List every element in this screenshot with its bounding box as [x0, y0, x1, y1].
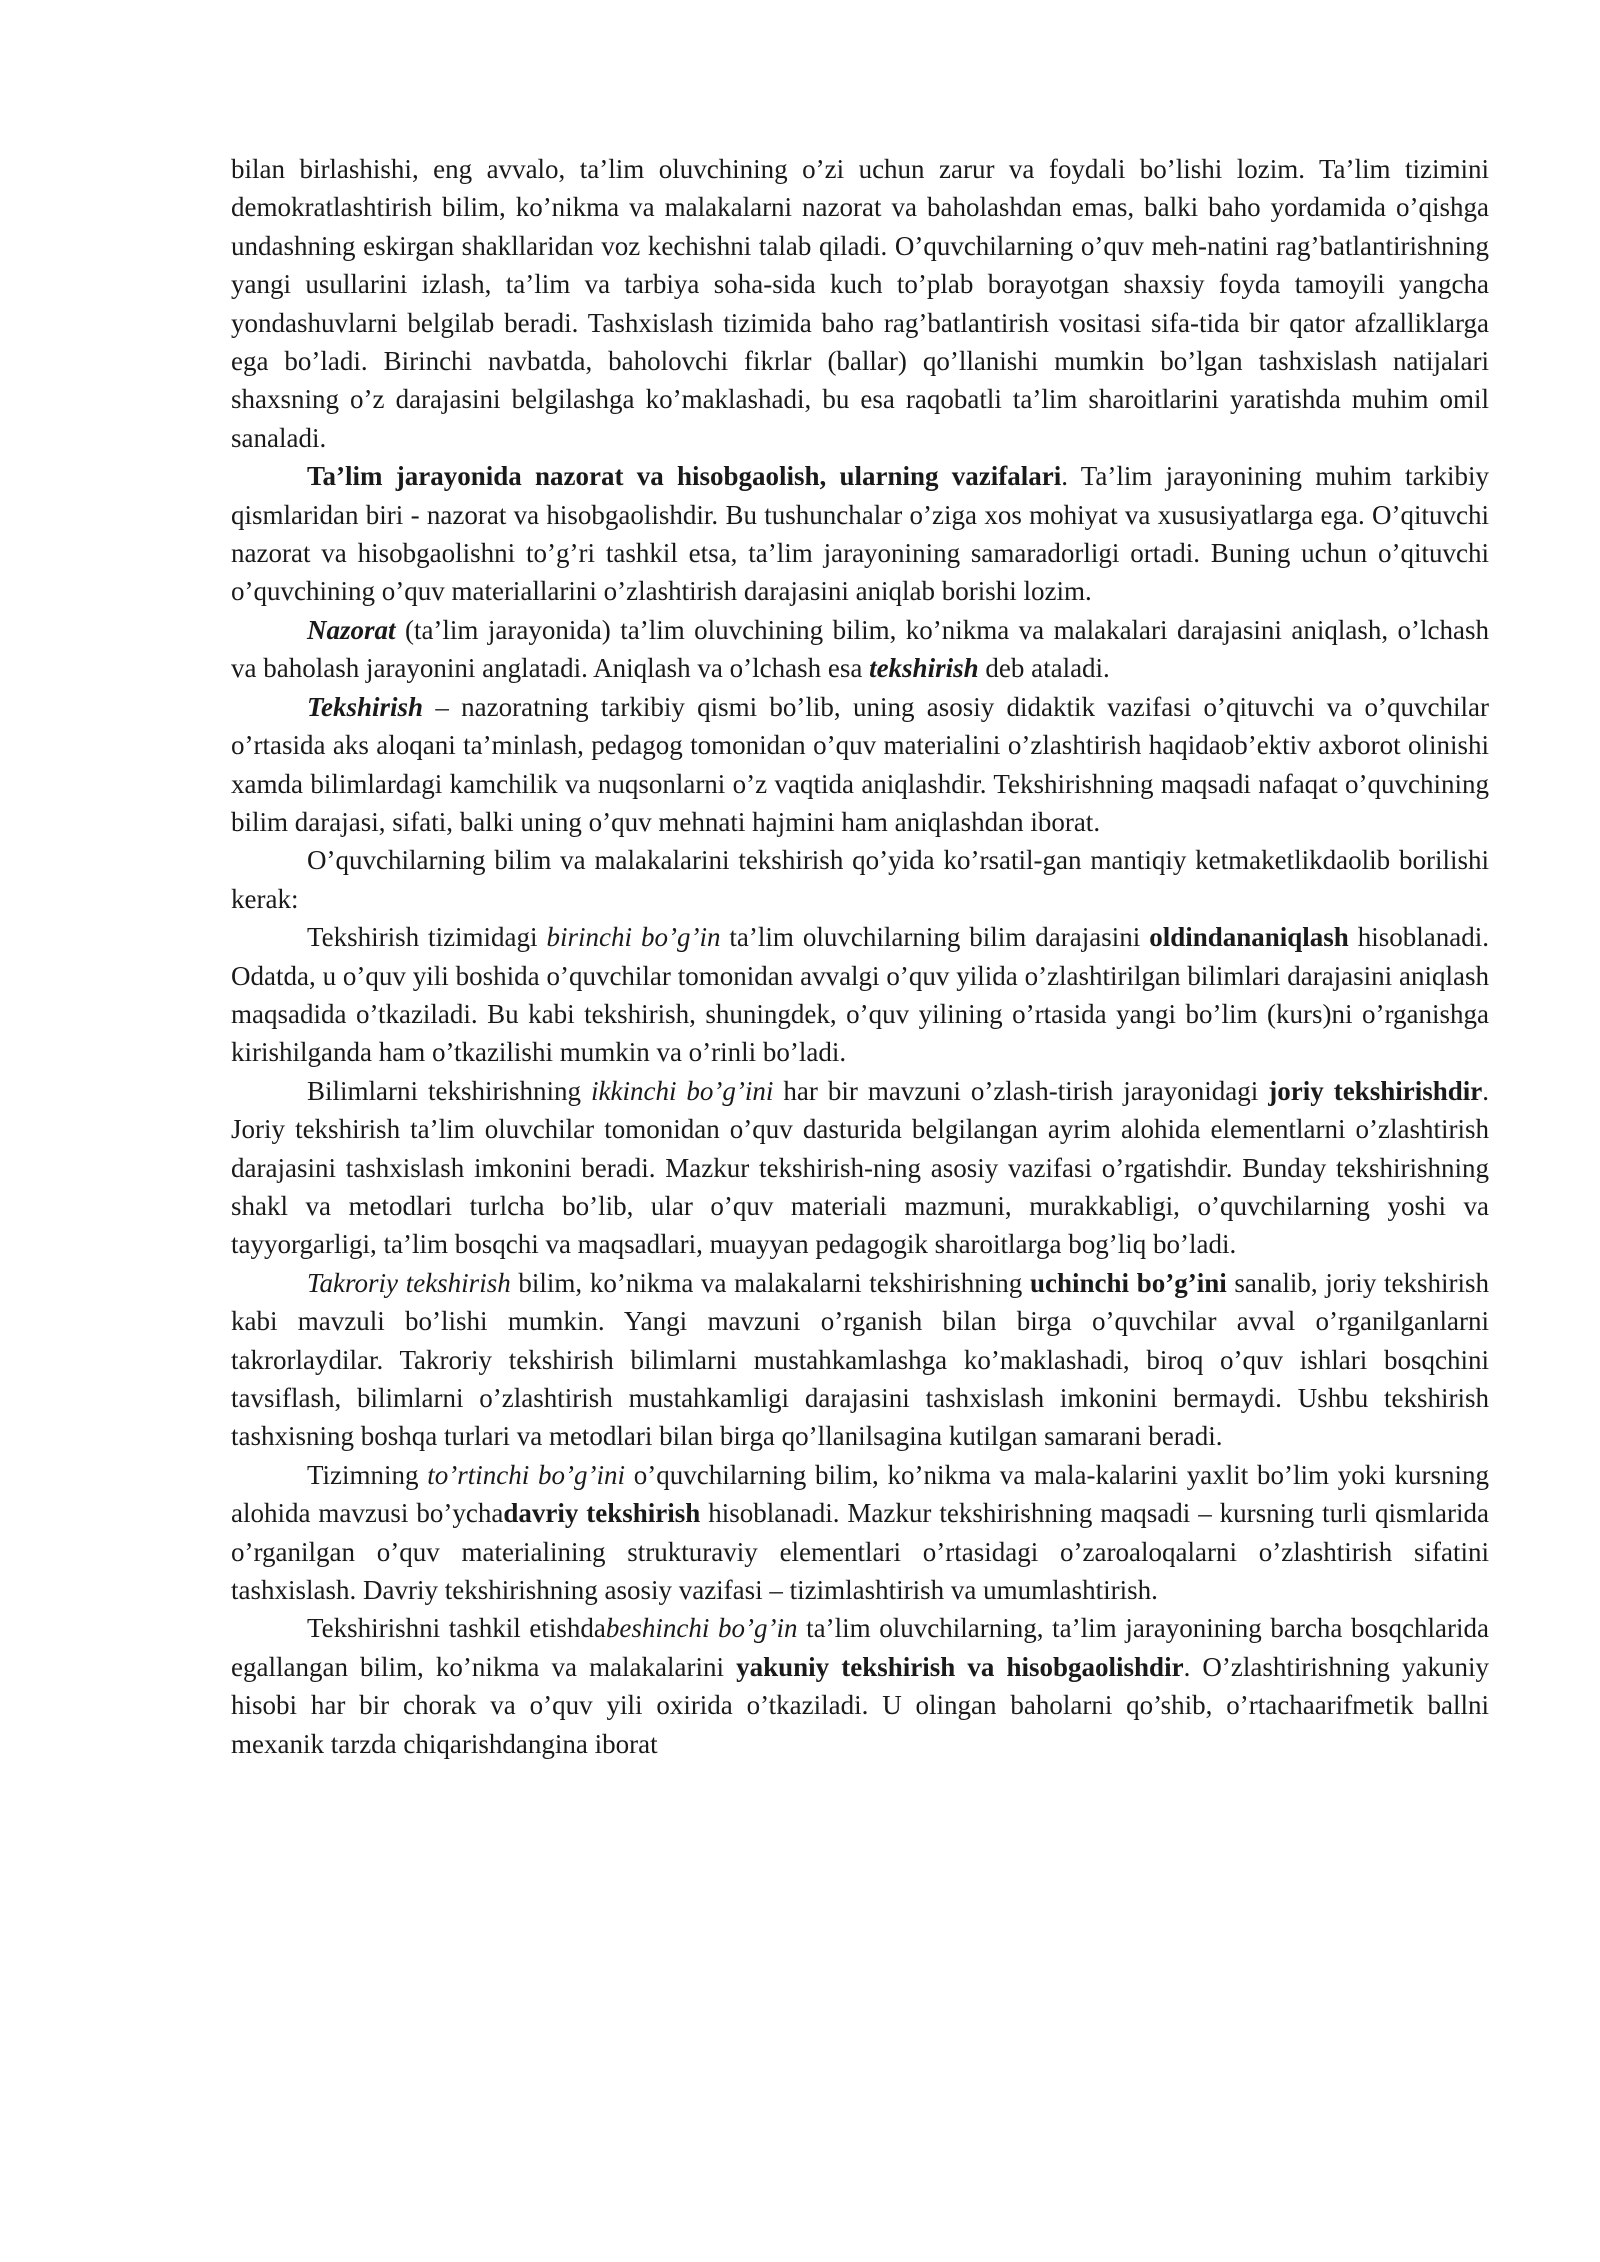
text-run: bilim, ko’nikma va malakalarni tekshirishning: [510, 1267, 1030, 1298]
text-run: Tekshirish tizimidagi: [307, 922, 547, 953]
text-run: O’quvchilarning bilim va malakalarini tekshirish qo’yida ko’rsatil-gan mantiqiy ketmaketlikdaolib borilishi kerak:: [231, 845, 1489, 914]
paragraph: [231, 1072, 1489, 1264]
emphasized-text: Takroriy tekshirish: [307, 1267, 511, 1298]
emphasized-text: Nazorat: [307, 614, 396, 645]
text-run: sanalib, joriy tekshirish kabi mavzuli bo’lishi mumkin. Yangi mavzuni o’rganish bilan birga o’quvchilar avval o’rganilganlarni takrorlaydilar. Takroriy tekshirish bilimlarni mustahkamlashga ko’maklashadi, biroq o’quv ishlari bosqchini tavsiflash, bilimlarni o’zlashtirish mustahkamligi darajasini tashxislash imkonini bermaydi. Ushbu tekshirish tashxisning boshqa turlari va metodlari bilan birga qo’llanilsagina kutilgan samarani beradi.: [231, 1267, 1489, 1452]
emphasized-text: oldindananiqlash: [1149, 922, 1349, 953]
text-run: hisoblanadi. Odatda, u o’quv yili boshida o’quvchilar tomonidan avvalgi o’quv yilida o’zlashtirilgan bilimlari darajasini aniqlash maqsadida o’tkaziladi. Bu kabi tekshirish, shuningdek, o’quv yilining o’rtasida yangi bo’lim (kurs)ni o’rganishga kirishilganda ham o’tkazilishi mumkin va o’rinli bo’ladi.: [231, 922, 1490, 1068]
paragraph: [231, 688, 1489, 842]
text-run: ta’lim oluvchilarning bilim darajasini: [720, 922, 1150, 953]
emphasized-text: davriy tekshirish: [503, 1498, 701, 1529]
text-run: . Ta’lim jarayonining muhim tarkibiy qismlaridan biri - nazorat va hisobgaolishdir. Bu tushunchalar o’ziga xos mohiyat va xususiyatlarga ega. O’qituvchi nazorat va hisobgaolishni to’g’ri tashkil etsa, ta’lim jarayonining samaradorligi ortadi. Buning uchun o’qituvchi o’quvchining o’quv materiallarini o’zlashtirish darajasini aniqlab borishi lozim.: [231, 461, 1489, 607]
paragraph: [231, 457, 1489, 611]
paragraph: [231, 150, 1489, 457]
emphasized-text: beshinchi bo’g’in: [605, 1613, 798, 1644]
emphasized-text: joriy tekshirishdir: [1268, 1075, 1483, 1106]
text-run: har bir mavzuni o’zlash-tirish jarayonidagi: [773, 1075, 1269, 1106]
paragraph: [231, 1609, 1489, 1763]
text-run: Bilimlarni tekshirishning: [307, 1075, 591, 1106]
text-run: deb ataladi.: [978, 653, 1110, 684]
emphasized-text: Tekshirish: [307, 691, 424, 722]
text-run: o’quvchilarning bilim, ko’nikma va mala-kalarini yaxlit bo’lim yoki kursning alohida mavzusi bo’ycha: [231, 1459, 1489, 1529]
paragraph: [231, 918, 1489, 1072]
paragraph: [231, 1456, 1489, 1610]
emphasized-text: ikkinchi bo’g’ini: [590, 1075, 774, 1106]
text-run: ta’lim oluvchilarning, ta’lim jarayonining barcha bosqchlarida egallangan bilim, ko’nikma va malakalarini: [231, 1613, 1489, 1682]
text-run: . Joriy tekshirish ta’lim oluvchilar tomonidan o’quv dasturida belgilangan ayrim alohida elementlarni o’zlashtirish darajasini tashxislash imkonini beradi. Mazkur tekshirish-ning asosiy vazifasi o’rgatishdir. Bunday tekshirishning shakl va metodlari turlcha bo’lib, ular o’quv materiali mazmuni, murakkabligi, o’quvchilarning yoshi va tayyorgarligi, ta’lim bosqchi va maqsadlari, muayyan pedagogik sharoitlarga bog’liq bo’ladi.: [231, 1075, 1489, 1260]
document-page: [231, 150, 1489, 1763]
paragraph: [231, 841, 1489, 918]
text-run: (ta’lim jarayonida) ta’lim oluvchining bilim, ko’nikma va malakalari darajasini aniqlash, o’lchash va baholash jarayonini anglatadi. Aniqlash va o’lchash esa: [231, 614, 1489, 684]
text-run: Tizimning: [307, 1459, 428, 1490]
emphasized-text: tekshirish: [869, 653, 979, 684]
emphasized-text: Ta’lim jarayonida nazorat va hisobgaolish, ularning vazifalari: [307, 461, 1062, 492]
text-run: . O’zlashtirishning yakuniy hisobi har bir chorak va o’quv yili oxirida o’tkaziladi. U olingan baholarni qo’shib, o’rtachaarifmetik ballni mexanik tarzda chiqarishdangina iborat: [231, 1651, 1489, 1759]
text-run: hisoblanadi. Mazkur tekshirishning maqsadi – kursning turli qismlarida o’rganilgan o’quv materialining strukturaviy elementlari o’rtasidagi o’zaroaloqalarni o’zlashtirish sifatini tashxislash. Davriy tekshirishning asosiy vazifasi – tizimlashtirish va umumlashtirish.: [231, 1498, 1490, 1606]
text-run: – nazoratning tarkibiy qismi bo’lib, uning asosiy didaktik vazifasi o’qituvchi va o’quvchilar o’rtasida aks aloqani ta’minlash, pedagog tomonidan o’quv materialini o’zlashtirish haqidaob’ektiv axborot olinishi xamda bilimlardagi kamchilik va nuqsonlarni o’z vaqtida aniqlashdir. Tekshirishning maqsadi nafaqat o’quvchining bilim darajasi, sifati, balki uning o’quv mehnati hajmini ham aniqlashdan iborat.: [231, 691, 1489, 837]
paragraph: [231, 611, 1489, 688]
emphasized-text: to’rtinchi bo’g’ini: [427, 1459, 626, 1490]
text-run: Tekshirishni tashkil etishda: [307, 1613, 606, 1644]
text-run: bilan birlashishi, eng avvalo, ta’lim oluvchining o’zi uchun zarur va foydali bo’lishi lozim. Ta’lim tizimini demokratlashtirish bilim, ko’nikma va malakalarni nazorat va baholashdan emas, balki baho yordamida o’qishga undashning eskirgan shakllaridan voz kechishni talab qiladi. O’quvchilarning o’quv meh-natini rag’batlantirishning yangi usullarini izlash, ta’lim va tarbiya soha-sida kuch to’plab borayotgan shaxsiy foyda tamoyili yangcha yondashuvlarni belgilab beradi. Tashxislash tizimida baho rag’batlantirish vositasi sifa-tida bir qator afzalliklarga ega bo’ladi. Birinchi navbatda, baholovchi fikrlar (ballar) qo’llanishi mumkin bo’lgan tashxislash natijalari shaxsning o’z darajasini belgilashga ko’maklashadi, bu esa raqobatli ta’lim sharoitlarini yaratishda muhim omil sanaladi.: [231, 154, 1489, 453]
emphasized-text: yakuniy tekshirish va hisobgaolishdir: [736, 1651, 1184, 1682]
paragraph: [231, 1264, 1489, 1456]
emphasized-text: birinchi bo’g’in: [546, 922, 721, 953]
emphasized-text: uchinchi bo’g’ini: [1029, 1267, 1227, 1298]
